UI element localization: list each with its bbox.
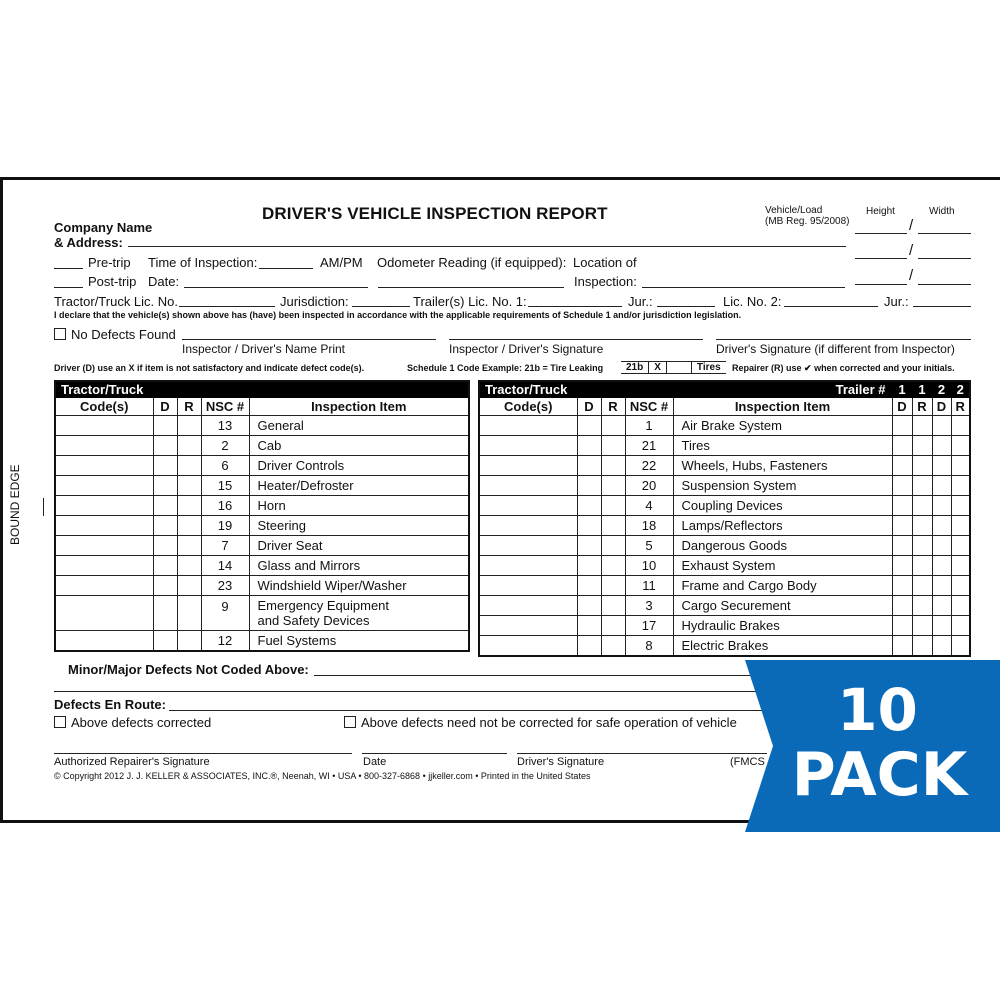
t2d-cell[interactable] xyxy=(932,436,951,456)
code-cell[interactable] xyxy=(479,596,577,616)
item-cell: Heater/Defroster xyxy=(249,476,469,496)
item-line-1: Emergency Equipment xyxy=(257,598,390,613)
item-cell: Steering xyxy=(249,516,469,536)
post-trip-label: Post-trip xyxy=(88,274,137,289)
t2d-cell[interactable] xyxy=(932,556,951,576)
t2r-cell[interactable] xyxy=(951,416,970,436)
mb-reg-label: (MB Reg. 95/2008) xyxy=(765,216,850,227)
d-cell[interactable] xyxy=(153,576,177,596)
example-code: 21b xyxy=(621,362,649,374)
t2r-cell[interactable] xyxy=(951,436,970,456)
d-cell[interactable] xyxy=(153,556,177,576)
tractor-truck-table-right xyxy=(478,380,971,657)
nsc-cell: 18 xyxy=(625,516,673,536)
above-corrected-label: Above defects corrected xyxy=(71,715,212,730)
need-not-corrected-option[interactable] xyxy=(344,715,737,730)
code-cell[interactable] xyxy=(55,516,153,536)
d-cell[interactable] xyxy=(153,436,177,456)
t1d-cell[interactable] xyxy=(892,416,912,436)
d-cell[interactable] xyxy=(577,636,601,657)
table-row xyxy=(479,516,970,536)
driver-signature-label: Driver's Signature xyxy=(517,756,605,768)
item-cell: Driver Controls xyxy=(249,456,469,476)
address-label: & Address: xyxy=(54,235,123,250)
bound-edge-mark xyxy=(43,498,44,516)
r-cell[interactable] xyxy=(177,556,201,576)
col-trailer2-d: D xyxy=(932,398,951,416)
d-cell[interactable] xyxy=(153,496,177,516)
nsc-cell: 11 xyxy=(625,576,673,596)
t1r-cell[interactable] xyxy=(912,576,932,596)
code-cell[interactable] xyxy=(55,631,153,652)
jur-2-label: Jur.: xyxy=(884,294,909,309)
col-trailer2-r: R xyxy=(951,398,970,416)
minor-major-field-2[interactable] xyxy=(54,691,774,692)
jurisdiction-field[interactable] xyxy=(352,306,410,307)
nsc-cell: 1 xyxy=(625,416,673,436)
t2r-cell[interactable] xyxy=(951,556,970,576)
table-row xyxy=(479,416,970,436)
nsc-cell: 2 xyxy=(201,436,249,456)
t1d-cell[interactable] xyxy=(892,536,912,556)
company-name-label: Company Name xyxy=(54,220,153,235)
nsc-cell: 13 xyxy=(201,416,249,436)
t1r-cell[interactable] xyxy=(912,436,932,456)
need-not-corrected-checkbox[interactable] xyxy=(344,716,356,728)
d-cell[interactable] xyxy=(153,416,177,436)
code-cell[interactable] xyxy=(479,416,577,436)
code-cell[interactable] xyxy=(55,596,153,631)
col-item: Inspection Item xyxy=(673,398,892,416)
table-row xyxy=(479,556,970,576)
nsc-cell: 19 xyxy=(201,516,249,536)
d-cell[interactable] xyxy=(153,476,177,496)
item-cell: Horn xyxy=(249,496,469,516)
table-row xyxy=(479,536,970,556)
nsc-cell: 22 xyxy=(625,456,673,476)
table-row xyxy=(479,496,970,516)
r-cell[interactable] xyxy=(177,631,201,652)
driver-signature-diff-label: Driver's Signature (if different from Inspector) xyxy=(716,342,955,356)
item-cell: Wheels, Hubs, Fasteners xyxy=(673,456,892,476)
item-cell: Exhaust System xyxy=(673,556,892,576)
need-not-corrected-label: Above defects need not be corrected for safe operation of vehicle xyxy=(361,715,737,730)
nsc-cell: 3 xyxy=(625,596,673,616)
t2d-cell[interactable] xyxy=(932,496,951,516)
item-cell: Driver Seat xyxy=(249,536,469,556)
code-cell[interactable] xyxy=(479,436,577,456)
example-item: Tires xyxy=(691,362,726,374)
code-cell[interactable] xyxy=(479,496,577,516)
nsc-cell: 10 xyxy=(625,556,673,576)
d-cell[interactable] xyxy=(577,476,601,496)
bound-edge-label: BOUND EDGE xyxy=(8,464,22,545)
width-field-2[interactable] xyxy=(918,258,971,259)
col-nsc: NSC # xyxy=(201,398,249,416)
badge-pack: PACK xyxy=(791,740,968,810)
r-cell[interactable] xyxy=(601,556,625,576)
item-cell: Glass and Mirrors xyxy=(249,556,469,576)
jurisdiction-label: Jurisdiction: xyxy=(280,294,349,309)
code-cell[interactable] xyxy=(479,636,577,657)
am-pm-label: AM/PM xyxy=(320,255,363,270)
above-corrected-checkbox[interactable] xyxy=(54,716,66,728)
item-cell: Lamps/Reflectors xyxy=(673,516,892,536)
schedule-example: Schedule 1 Code Example: 21b = Tire Leaking xyxy=(407,363,604,373)
col-nsc: NSC # xyxy=(625,398,673,416)
code-cell[interactable] xyxy=(479,576,577,596)
t2d-cell[interactable] xyxy=(932,456,951,476)
col-codes: Code(s) xyxy=(479,398,577,416)
location-of-label: Location of xyxy=(573,255,637,270)
code-cell[interactable] xyxy=(479,476,577,496)
item-cell: Electric Brakes xyxy=(673,636,892,657)
r-cell[interactable] xyxy=(601,536,625,556)
d-cell[interactable] xyxy=(577,416,601,436)
t1r-cell[interactable] xyxy=(912,536,932,556)
r-cell[interactable] xyxy=(177,456,201,476)
copyright-text: © Copyright 2012 J. J. KELLER & ASSOCIATES, INC.®, Neenah, WI • USA • 800-327-6868 • jjkeller.com • Printed in the United States xyxy=(54,771,591,781)
t2d-cell[interactable] xyxy=(932,596,951,616)
t1d-cell[interactable] xyxy=(892,556,912,576)
item-cell: Suspension System xyxy=(673,476,892,496)
date-field[interactable] xyxy=(184,287,368,288)
t1d-cell[interactable] xyxy=(892,636,912,657)
d-cell[interactable] xyxy=(153,516,177,536)
nsc-cell: 5 xyxy=(625,536,673,556)
table-row xyxy=(55,456,469,476)
trailer-num: 1 xyxy=(892,381,912,398)
table-row xyxy=(55,596,469,631)
company-address-field[interactable] xyxy=(128,246,846,247)
r-cell[interactable] xyxy=(177,576,201,596)
d-cell[interactable] xyxy=(577,616,601,636)
d-cell[interactable] xyxy=(153,536,177,556)
col-r: R xyxy=(601,398,625,416)
fmcs-label: (FMCS xyxy=(730,756,765,768)
declaration-text: I declare that the vehicle(s) shown above has (have) been inspected in accordance with the applicable requirements of Schedule 1 and/or jurisdiction legislation. xyxy=(54,310,742,320)
col-d: D xyxy=(153,398,177,416)
t2d-cell[interactable] xyxy=(932,536,951,556)
slash-3: / xyxy=(909,267,914,284)
table-row xyxy=(55,416,469,436)
repair-date-field[interactable] xyxy=(362,753,507,754)
item-cell: Cab xyxy=(249,436,469,456)
r-cell[interactable] xyxy=(177,476,201,496)
odometer-label: Odometer Reading (if equipped): xyxy=(377,255,567,270)
width-field-1[interactable] xyxy=(918,233,971,234)
r-cell[interactable] xyxy=(177,496,201,516)
t1d-cell[interactable] xyxy=(892,596,912,616)
d-cell[interactable] xyxy=(577,596,601,616)
tractor-truck-table-left xyxy=(54,380,470,652)
section-header-left: Tractor/Truck xyxy=(55,381,469,398)
code-cell[interactable] xyxy=(55,436,153,456)
t2r-cell[interactable] xyxy=(951,476,970,496)
t2r-cell[interactable] xyxy=(951,616,970,636)
col-trailer1-d: D xyxy=(892,398,912,416)
t1r-cell[interactable] xyxy=(912,496,932,516)
r-cell[interactable] xyxy=(601,456,625,476)
table-row xyxy=(55,516,469,536)
table-row xyxy=(479,456,970,476)
time-of-inspection-field[interactable] xyxy=(259,268,313,269)
d-cell[interactable] xyxy=(577,456,601,476)
r-cell[interactable] xyxy=(601,636,625,657)
defects-en-route-label: Defects En Route: xyxy=(54,697,166,712)
inspector-name-label: Inspector / Driver's Name Print xyxy=(182,342,346,356)
nsc-cell: 8 xyxy=(625,636,673,657)
inspection-label: Inspection: xyxy=(574,274,637,289)
minor-major-field[interactable] xyxy=(314,675,774,676)
r-cell[interactable] xyxy=(601,516,625,536)
t1d-cell[interactable] xyxy=(892,576,912,596)
t2r-cell[interactable] xyxy=(951,636,970,657)
table-row xyxy=(479,636,970,657)
height-label: Height xyxy=(866,206,895,217)
code-cell[interactable] xyxy=(55,496,153,516)
nsc-cell: 23 xyxy=(201,576,249,596)
odometer-field[interactable] xyxy=(378,287,564,288)
trailer-num: 1 xyxy=(912,381,932,398)
t1r-cell[interactable] xyxy=(912,516,932,536)
code-cell[interactable] xyxy=(55,536,153,556)
table-row xyxy=(479,436,970,456)
t1r-cell[interactable] xyxy=(912,416,932,436)
inspector-signature-field[interactable] xyxy=(449,339,703,340)
col-trailer1-r: R xyxy=(912,398,932,416)
table-row xyxy=(479,616,970,636)
table-row xyxy=(55,631,469,652)
nsc-cell: 7 xyxy=(201,536,249,556)
item-cell: Hydraulic Brakes xyxy=(673,616,892,636)
driver-signature-diff-field[interactable] xyxy=(716,339,971,340)
t2r-cell[interactable] xyxy=(951,536,970,556)
trailer-lic-1-label: Trailer(s) Lic. No. 1: xyxy=(413,294,527,309)
code-cell[interactable] xyxy=(55,576,153,596)
t2r-cell[interactable] xyxy=(951,516,970,536)
defects-en-route-field[interactable] xyxy=(169,710,774,711)
code-cell[interactable] xyxy=(55,416,153,436)
d-cell[interactable] xyxy=(153,456,177,476)
no-defects-checkbox[interactable] xyxy=(54,328,66,340)
nsc-cell: 20 xyxy=(625,476,673,496)
example-code-row xyxy=(621,361,726,374)
height-field-3[interactable] xyxy=(855,284,907,285)
item-line-2: and Safety Devices xyxy=(257,613,370,628)
r-cell[interactable] xyxy=(601,596,625,616)
no-defects-label: No Defects Found xyxy=(71,327,176,342)
width-field-3[interactable] xyxy=(918,284,971,285)
t1d-cell[interactable] xyxy=(892,516,912,536)
table-row xyxy=(55,536,469,556)
table-row xyxy=(479,476,970,496)
nsc-cell: 12 xyxy=(201,631,249,652)
t2d-cell[interactable] xyxy=(932,516,951,536)
r-cell[interactable] xyxy=(177,516,201,536)
t2r-cell[interactable] xyxy=(951,456,970,476)
height-field-1[interactable] xyxy=(855,233,907,234)
t1d-cell[interactable] xyxy=(892,476,912,496)
inspector-signature-label: Inspector / Driver's Signature xyxy=(449,342,604,356)
table-row xyxy=(479,576,970,596)
above-corrected-option[interactable] xyxy=(54,715,211,730)
lic-no-2-field[interactable] xyxy=(784,306,878,307)
code-cell[interactable] xyxy=(479,616,577,636)
repair-date-label: Date xyxy=(363,756,387,768)
d-cell[interactable] xyxy=(153,596,177,631)
t2d-cell[interactable] xyxy=(932,416,951,436)
t1d-cell[interactable] xyxy=(892,616,912,636)
trailer-num: 2 xyxy=(951,381,970,398)
t2r-cell[interactable] xyxy=(951,596,970,616)
t2d-cell[interactable] xyxy=(932,636,951,657)
col-item: Inspection Item xyxy=(249,398,469,416)
item-cell: Frame and Cargo Body xyxy=(673,576,892,596)
r-cell[interactable] xyxy=(601,476,625,496)
d-cell[interactable] xyxy=(577,436,601,456)
pre-trip-label: Pre-trip xyxy=(88,255,131,270)
t1d-cell[interactable] xyxy=(892,456,912,476)
nsc-cell: 17 xyxy=(625,616,673,636)
trailer-lic-1-field[interactable] xyxy=(528,306,622,307)
slash-1: / xyxy=(909,217,914,234)
r-cell[interactable] xyxy=(601,436,625,456)
no-defects-option[interactable] xyxy=(54,327,176,342)
repairer-signature-field[interactable] xyxy=(54,753,352,754)
table-row xyxy=(55,496,469,516)
t2d-cell[interactable] xyxy=(932,476,951,496)
example-r xyxy=(666,362,691,374)
item-cell: Windshield Wiper/Washer xyxy=(249,576,469,596)
jur-1-label: Jur.: xyxy=(628,294,653,309)
nsc-cell: 15 xyxy=(201,476,249,496)
height-field-2[interactable] xyxy=(855,258,907,259)
width-label: Width xyxy=(929,206,955,217)
nsc-cell: 21 xyxy=(625,436,673,456)
code-cell[interactable] xyxy=(479,456,577,476)
item-cell: Air Brake System xyxy=(673,416,892,436)
r-cell[interactable] xyxy=(177,596,201,631)
d-cell[interactable] xyxy=(577,536,601,556)
t1r-cell[interactable] xyxy=(912,456,932,476)
item-cell: General xyxy=(249,416,469,436)
date-label: Date: xyxy=(148,274,180,289)
t2d-cell[interactable] xyxy=(932,576,951,596)
nsc-cell: 9 xyxy=(201,596,249,631)
d-cell[interactable] xyxy=(577,576,601,596)
jur-1-field[interactable] xyxy=(657,306,715,307)
t1r-cell[interactable] xyxy=(912,476,932,496)
time-of-inspection-label: Time of Inspection: xyxy=(148,255,258,270)
t1r-cell[interactable] xyxy=(912,616,932,636)
tractor-lic-label: Tractor/Truck Lic. No. xyxy=(54,294,179,309)
trailer-num: 2 xyxy=(932,381,951,398)
driver-signature-field[interactable] xyxy=(517,753,767,754)
section-label-right: Tractor/Truck xyxy=(485,382,568,397)
section-header-right xyxy=(479,381,892,398)
trailer-number-label: Trailer # xyxy=(835,382,886,397)
t2r-cell[interactable] xyxy=(951,496,970,516)
code-cell[interactable] xyxy=(479,556,577,576)
item-cell: Coupling Devices xyxy=(673,496,892,516)
d-cell[interactable] xyxy=(153,631,177,652)
col-r: R xyxy=(177,398,201,416)
repairer-signature-label: Authorized Repairer's Signature xyxy=(54,756,210,768)
r-cell[interactable] xyxy=(601,416,625,436)
code-cell[interactable] xyxy=(55,456,153,476)
nsc-cell: 4 xyxy=(625,496,673,516)
item-cell: Cargo Securement xyxy=(673,596,892,616)
r-cell[interactable] xyxy=(601,616,625,636)
pre-trip-field[interactable] xyxy=(54,268,83,269)
r-cell[interactable] xyxy=(177,536,201,556)
nsc-cell: 6 xyxy=(201,456,249,476)
col-codes: Code(s) xyxy=(55,398,153,416)
d-cell[interactable] xyxy=(577,496,601,516)
t1d-cell[interactable] xyxy=(892,436,912,456)
badge-count: 10 xyxy=(837,676,918,744)
t1d-cell[interactable] xyxy=(892,496,912,516)
inspector-name-field[interactable] xyxy=(182,339,436,340)
t1r-cell[interactable] xyxy=(912,556,932,576)
t2d-cell[interactable] xyxy=(932,616,951,636)
col-d: D xyxy=(577,398,601,416)
code-cell[interactable] xyxy=(55,556,153,576)
nsc-cell: 16 xyxy=(201,496,249,516)
item-cell: Tires xyxy=(673,436,892,456)
location-field[interactable] xyxy=(642,287,845,288)
t1r-cell[interactable] xyxy=(912,596,932,616)
code-cell[interactable] xyxy=(479,516,577,536)
table-row xyxy=(55,476,469,496)
slash-2: / xyxy=(909,242,914,259)
repairer-instruction: Repairer (R) use ✔ when corrected and your initials. xyxy=(732,363,955,373)
r-cell[interactable] xyxy=(177,436,201,456)
d-cell[interactable] xyxy=(577,516,601,536)
r-cell[interactable] xyxy=(601,496,625,516)
item-cell: Dangerous Goods xyxy=(673,536,892,556)
table-row xyxy=(479,596,970,616)
post-trip-field[interactable] xyxy=(54,287,83,288)
minor-major-label: Minor/Major Defects Not Coded Above: xyxy=(68,662,309,677)
d-cell[interactable] xyxy=(577,556,601,576)
table-row xyxy=(55,436,469,456)
vehicle-load-label: Vehicle/Load xyxy=(765,205,823,216)
tractor-lic-field[interactable] xyxy=(179,306,275,307)
table-row xyxy=(55,556,469,576)
page-title: DRIVER'S VEHICLE INSPECTION REPORT xyxy=(262,204,608,223)
jur-2-field[interactable] xyxy=(913,306,971,307)
r-cell[interactable] xyxy=(601,576,625,596)
code-cell[interactable] xyxy=(479,536,577,556)
r-cell[interactable] xyxy=(177,416,201,436)
example-d: X xyxy=(649,362,667,374)
t2r-cell[interactable] xyxy=(951,576,970,596)
item-cell: Fuel Systems xyxy=(249,631,469,652)
t1r-cell[interactable] xyxy=(912,636,932,657)
item-cell xyxy=(249,596,469,631)
nsc-cell: 14 xyxy=(201,556,249,576)
code-cell[interactable] xyxy=(55,476,153,496)
driver-instruction: Driver (D) use an X if item is not satisfactory and indicate defect code(s). xyxy=(54,363,365,373)
table-row xyxy=(55,576,469,596)
lic-no-2-label: Lic. No. 2: xyxy=(723,294,782,309)
